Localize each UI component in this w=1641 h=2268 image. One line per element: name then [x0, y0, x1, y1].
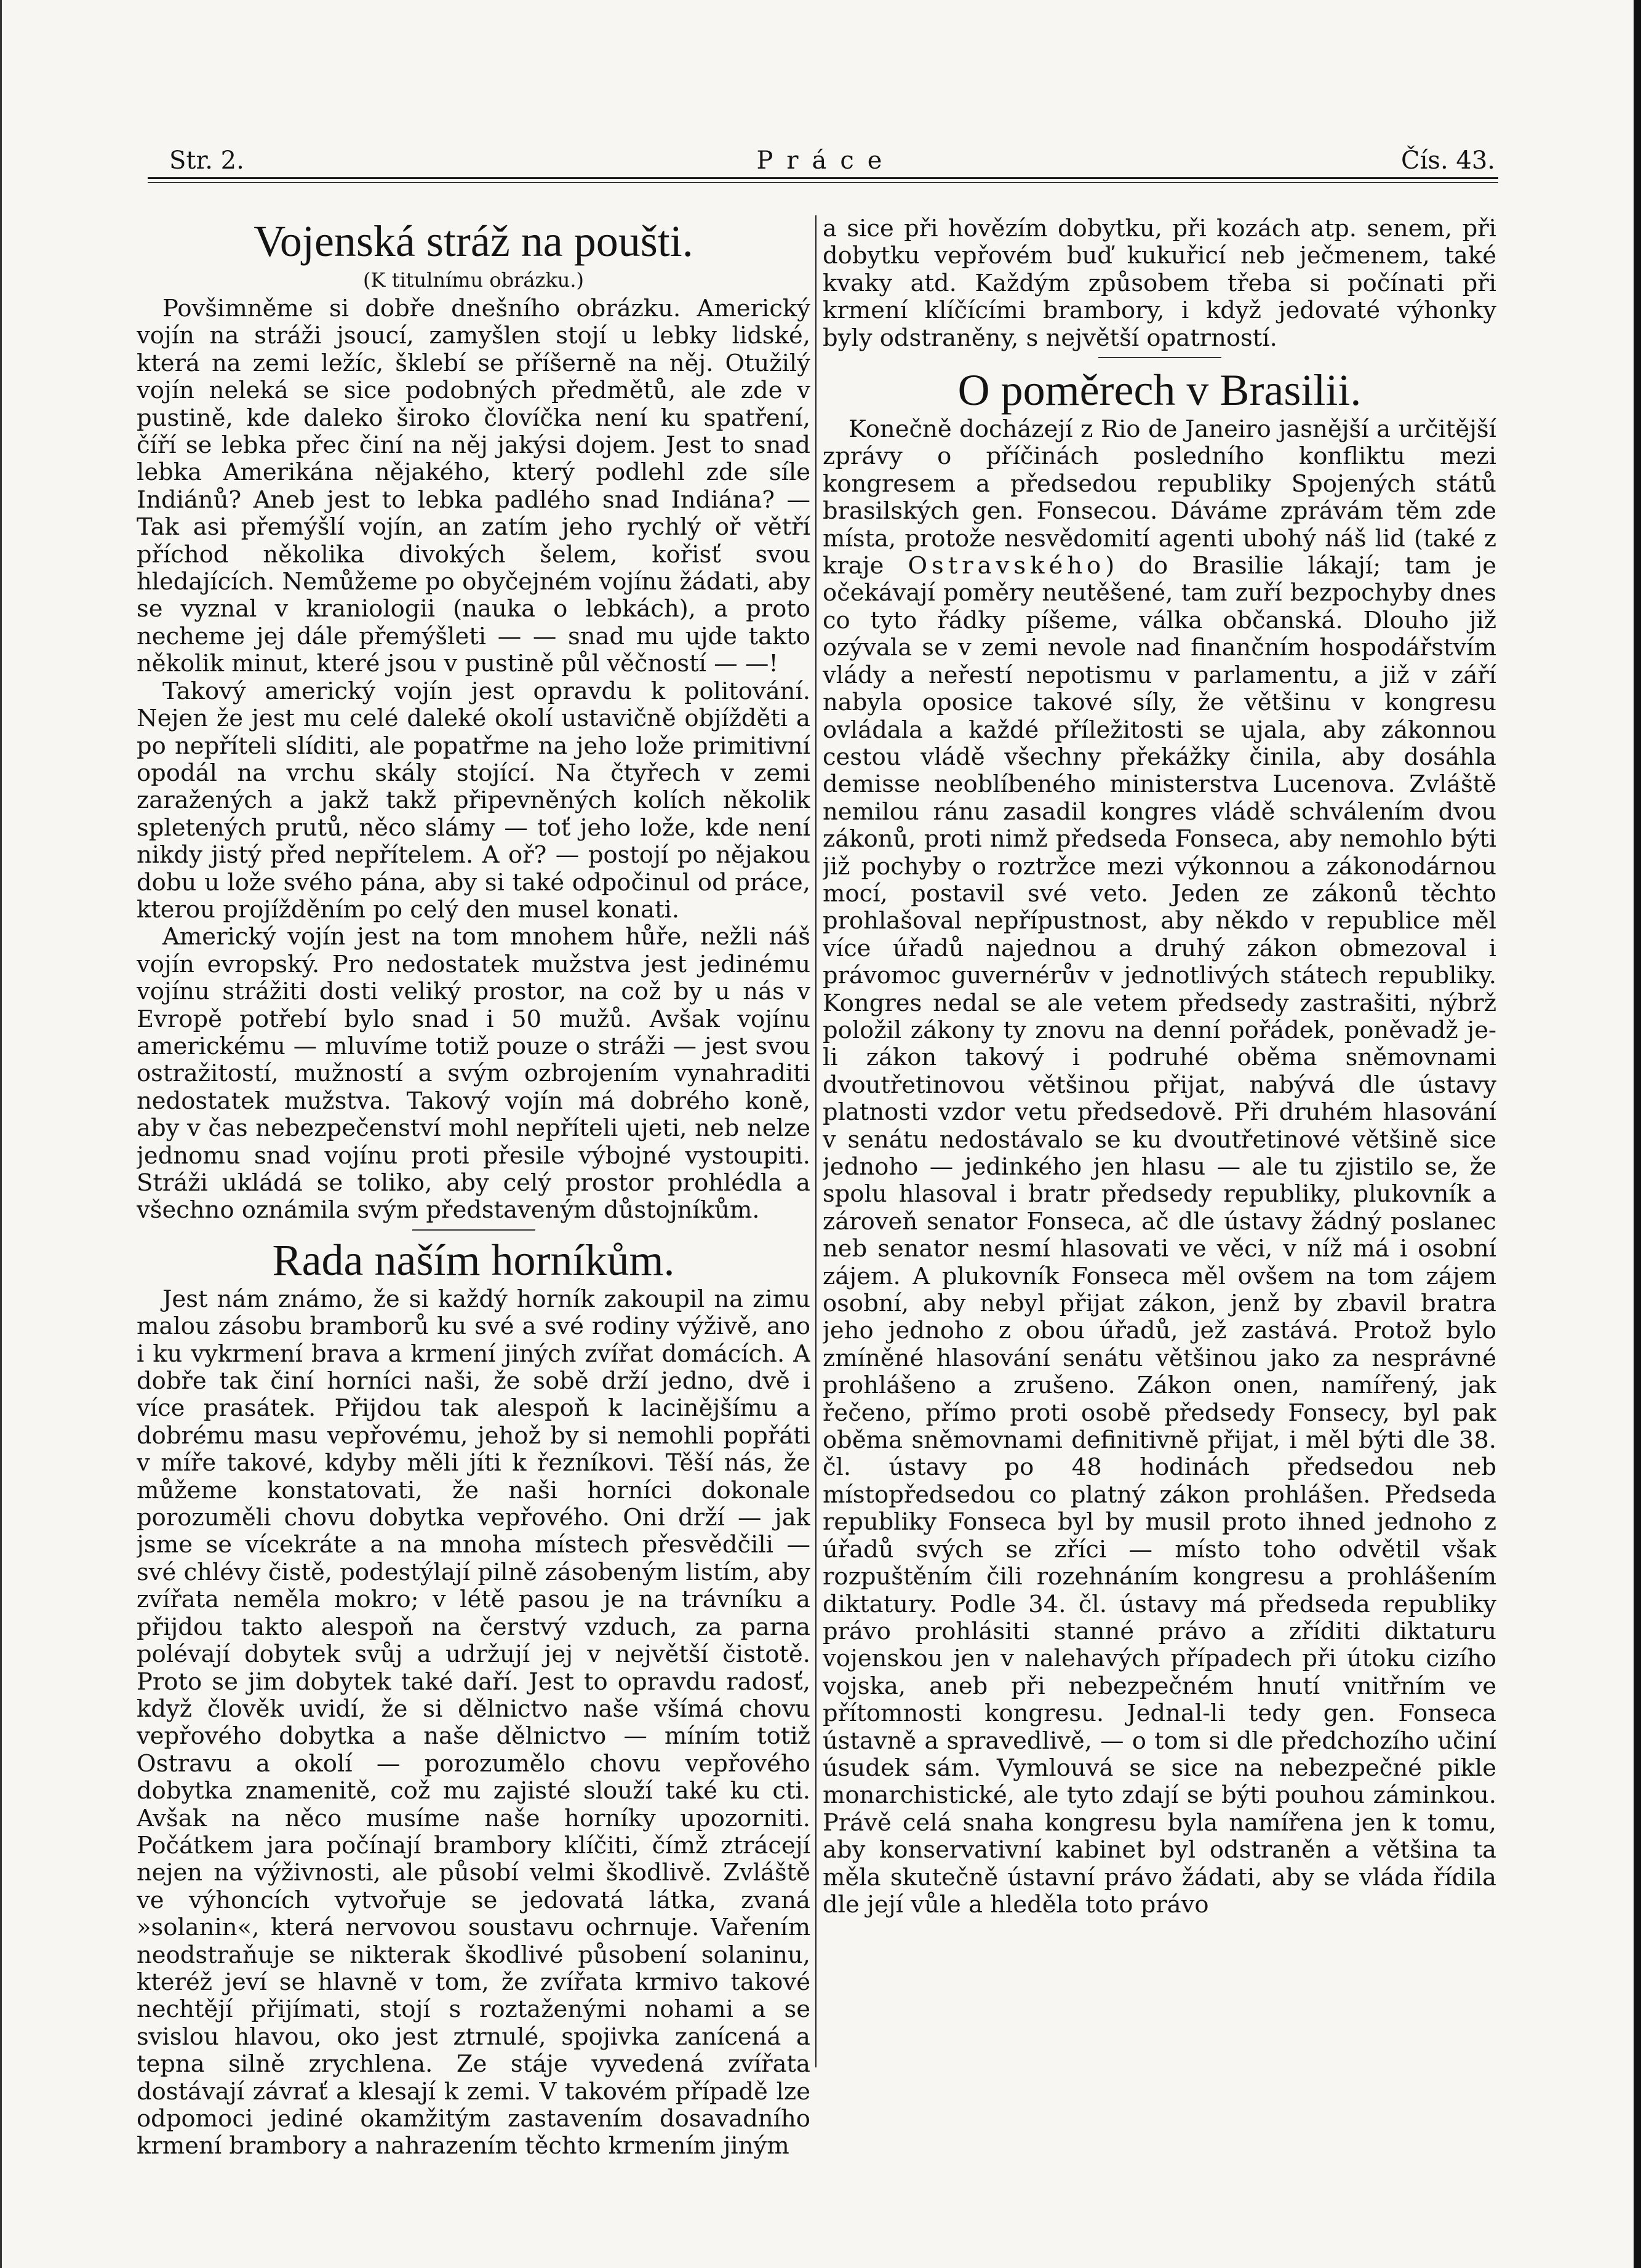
issue-number: Čís. 43. [1401, 146, 1495, 175]
paragraph: Takový americký vojín jest opravdu k politování. Nejen že jest mu celé daleké okolí ustavičně objížděti a po nepříteli slíditi, ale popatřme na jeho lože primitivní opodál na vrchu skály stojící. Na čtyřech v zemi zaražených a jakž takž připevněných kolích několik spletených prutů, něco slámy — toť jeho lože, kde není nikdy jistý před nepřítelem. A oř? — postojí po nějakou dobu u lože svého pána, aby si také odpočinul od práce, kterou projížděním po celý den musel konati. [137, 677, 810, 924]
paragraph-continued: a sice při hovězím dobytku, při kozách atp. senem, při dobytku vepřovém buď kukuřicí neb ječmenem, také kvaky atd. Každým způsobem třeba si počínati při krmení klíčícími brambory, i když jedovaté výhonky byly odstraněny, s největší opatrností. [823, 215, 1496, 352]
paragraph: Americký vojín jest na tom mnohem hůře, nežli náš vojín evropský. Pro nedostatek mužstva jest jedinému vojínu strážiti dosti veliký prostor, na což by u nás v Evropě potřebí bylo snad i 50 mužů. Avšak vojínu americkému — mluvíme totiž pouze o stráži — jest svou ostražitostí, mužností a svým ozbrojením vynahraditi nedostatek mužstva. Takový vojín má dobrého koně, aby v čas nebezpečenství mohl nepříteli ujeti, neb nelze jednomu snad vojínu proti přesile výbojné vystoupiti. Stráži ukládá se toliko, aby celý prostor prohlédla a všechno oznámila svým představeným důstojníkům. [137, 923, 810, 1224]
page-number: Str. 2. [169, 146, 244, 175]
spaced-emphasis: Ostravského [908, 552, 1106, 580]
article-title-desert-guard: Vojenská stráž na poušti. [254, 217, 693, 266]
scan-border-right [1634, 0, 1641, 2268]
paragraph-text: ) do Brasilie lákají; tam je očekávají poměry neutěšené, tam zuří bezpochyby dnes co tyto řádky píšeme, válka občanská. Dlouho již ozývala se v zemi nevole nad finančním hospodářstvím vlády a neřestí nepotismu v parlamentu, a již v září nabyla oposice takové síly, že většinu v kongresu ovládala a každé příležitosti se ujala, aby zákonnou cestou vládě všechny překážky činila, aby dosáhla demisse neoblíbeného ministerstva Lucenova. Zvláště nemilou ránu zasadil kongres vládě schválením dvou zákonů, proti nimž předseda Fonseca, aby nemohlo býti již pochyby o roztržce mezi výkonnou a zákonodárnou mocí, postavil své veto. Jeden ze zákonů těchto prohlašoval nepřípustnost, aby někdo v republice měl více úřadů najednou a druhý zákon obmezoval i právomoc guvernérův v jednotlivých státech republiky. Kongres nedal se ale vetem předsedy zastrašiti, nýbrž položil zákony ty znovu na denní pořádek, poněvadž je-li zákon takový i podruhé oběma sněmovnami dvoutřetinovou většinou přijat, nabývá dle ústavy platnosti vzdor vetu předsedově. Při druhém hlasování v senátu nedostávalo se ku dvoutřetinové většině sice jednoho — jedinkého jen hlasu — ale tu zjistilo se, že spolu hlasoval i bratr předsedy republiky, plukovník a zároveň senator Fonseca, ač dle ústavy žádný poslanec neb senator nesmí hlasovati ve věci, v níž má i osobní zájem. A plukovník Fonseca měl ovšem na tom zájem osobní, aby nebyl přijat zákon, jenž by zbavil bratra jeho jednoho z obou úřadů, jež zastává. Protož bylo zmíněné hlasování senátu většinou jako za nesprávné prohlášeno a zrušeno. Zákon onen, namířený, jak řečeno, přímo proti osobě předsedy Fonsecy, byl pak oběma sněmovnami definitivně přijat, i měl býti dle 38. čl. ústavy po 48 hodinách předsedou neb místopředsedou co platný zákon prohlášen. Předseda republiky Fonseca byl by musil proto ihned jednoho z úřadů svých se zříci — místo toho odvětil však rozpuštěním čili rozehnáním kongresu a prohlášením diktatury. Podle 34. čl. ústavy má předseda republiky právo prohlásiti stanné právo a zříditi diktaturu vojenskou jen v nalehavých případech při útoku cizího vojska, aneb při nebezpečném hnutí vnitřním ve přítomnosti kongresu. Jednal-li tedy gen. Fonseca ústavně a spravedlivě, — o tom si dle předchozího učiní úsudek sám. Vymlouvá se sice na nebezpečné pikle monarchistické, ale tyto zdají se býti pouhou záminkou. Právě celá snaha kongresu byla namířena jen k tomu, aby konservativní kabinet byl odstraněn a většina ta měla skutečně ústavní právo žádati, aby se vláda řídila dle její vůle a hleděla toto právo [823, 552, 1496, 1919]
header-rule-top [148, 177, 1498, 179]
column-right [823, 215, 1496, 2074]
scan-border-left [0, 0, 2, 2268]
column-left [137, 215, 810, 2172]
paragraph: Jest nám známo, že si každý horník zakoupil na zimu malou zásobu bramborů ku své a své rodiny výživě, ano i ku vykrmení brava a krmení jiných zvířat domácích. A dobře tak činí horníci naši, že sobě drží jedno, dvě i více prasátek. Přijdou tak alespoň k lacinějšímu a dobrému masu vepřovému, jehož by si nemohli popřáti v míře takové, kdyby měli jíti k řezníkovi. Těší nás, že můžeme konstatovati, že naši horníci dokonale porozuměli chovu dobytka vepřového. Oni drží — jak jsme se vícekráte a na mnoha místech přesvědčili — své chlévy čistě, podestýlají pilně zásobeným listím, aby zvířata neměla mokro; v létě pasou je na trávníku a přijdou takto alespoň na čerstvý vzduch, za parna polévají dobytek svůj a udržují jej v největší čistotě. Proto se jim dobytek také daří. Jest to opravdu radosť, když člověk uvidí, že si dělnictvo naše všímá chovu vepřového dobytka a naše dělnictvo — míním totiž Ostravu a okolí — porozumělo chovu vepřového dobytka znamenitě, což mu zajisté slouží také ku cti. Avšak na něco musíme naše horníky upozorniti. Počátkem jara počínají brambory klíčiti, čímž ztrácejí nejen na výživnosti, ale působí velmi škodlivě. Zvláště ve výhoncích vytvořuje se jedovatá látka, zvaná »solanin«, která nervovou soustavu ochrnuje. Vařením neodstraňuje se nikterak škodlivé působení solaninu, kteréž jeví se hlavně v tom, že zvířata krmivo takové nechtějí přijímati, stojí s roztaženými nohami a se svislou hlavou, oko jest ztrnulé, spojivka zanícená a tepna silně zrychlena. Ze stáje vyvedená zvířata dostávají závrať a klesají k zemi. V takovém případě lze odpomoci jediné okamžitým zastavením dosavadního krmení brambory a nahrazením těchto krmením jiným [137, 1285, 810, 2160]
article-separator [1098, 357, 1221, 358]
article-subtitle: (K titulnímu obrázku.) [363, 268, 584, 292]
article-separator [412, 1229, 535, 1231]
paragraph-text: Konečně docházejí z Rio de Janeiro jasnější a určitější zprávy o příčinách posledního konfliktu mezi kongresem a předsedou republiky Spojených států brasilských gen. Fonsecou. Dáváme zprávám těm zde místa, protože nesvědomití agenti ubohý náš lid (také z kraje [823, 415, 1496, 580]
column-divider [815, 215, 817, 2067]
paragraph: Povšimněme si dobře dnešního obrázku. Americký vojín na stráži jsoucí, zamyšlen stojí u lebky lidské, která na zemi ležíc, šklebí se příšerně na něj. Otužilý vojín neleká se sice podobných předmětů, ale zde v pustině, kde daleko široko človíčka není ku spatření, číří se lebka přec činí na něj jakýsi dojem. Jest to snad lebka Amerikána nějakého, který podlehl zde síle Indiánů? Aneb jest to lebka padlého snad Indiána? — Tak asi přemýšlí vojín, an zatím jeho rychlý oř větří příchod několika divokých šelem, kořisť svou hledajících. Nemůžeme po obyčejném vojínu žádati, aby se vyznal v kraniologii (nauka o lebkách), a proto necheme jej dále přemýšleti — — snad mu ujde takto několik minut, které jsou v pustině půl věčností — —! [137, 295, 810, 678]
header-rule-bottom [148, 182, 1498, 183]
paragraph [823, 416, 1496, 1919]
newspaper-title: Práce [756, 146, 896, 175]
article-title-miners: Rada naším horníkům. [272, 1235, 675, 1285]
article-title-brasil: O poměrech v Brasilii. [957, 365, 1362, 415]
